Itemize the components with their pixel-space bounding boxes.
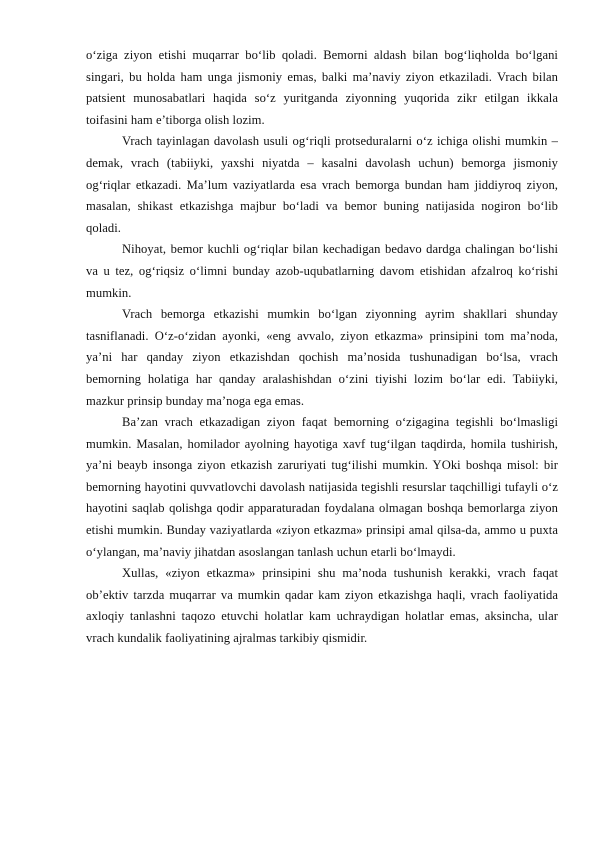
paragraph: Ba’zan vrach etkazadigan ziyon faqat bemorning o‘zigagina tegishli bo‘lmasligi mumkin. Masalan, homilador ayolning hayotiga xavf tug‘ilgan taqdirda, homila tushirish, ya’ni beayb insonga ziyon etkazish zaruriyati tug‘ilishi mumkin. YOki boshqa misol: bir bemorning hayotini quvvatlovchi davolash natijasida tegishli resurslar taqchilligi tufayli o‘z hayotini saqlab qolishga qodir apparaturadan foydalana olmagan boshqa bemorlarga ziyon etishi mumkin. Bunday vaziyatlarda «ziyon etkazma» prinsipi amal qilsa-da, ammo u puxta o‘ylangan, ma’naviy jihatdan asoslangan tanlash uchun etarli bo‘lmaydi. (86, 415, 558, 559)
paragraph: Vrach bemorga etkazishi mumkin bo‘lgan ziyonning ayrim shakllari shunday tasniflanadi. O‘z-o‘zidan ayonki, «eng avvalo, ziyon etkazma» prinsipini tom ma’noda, ya’ni har qanday ziyon etkazishdan qochish ma’nosida tushunadigan bo‘lsa, vrach bemorning holatiga har qanday aralashishdan o‘zini tiyishi lozim bo‘lar edi. Tabiiyki, mazkur prinsip bunday ma’noga ega emas. (86, 307, 558, 408)
paragraph: Nihoyat, bemor kuchli og‘riqlar bilan kechadigan bedavo dardga chalingan bo‘lishi va u tez, og‘riqsiz o‘limni bunday azob-uqubatlarning davom etishidan afzalroq ko‘rishi mumkin. (86, 242, 558, 300)
document-page (86, 45, 558, 650)
paragraph: Xullas, «ziyon etkazma» prinsipini shu ma’noda tushunish kerakki, vrach faqat ob’ektiv tarzda muqarrar va mumkin qadar kam ziyon etkazishga haqli, vrach faoliyatida axloqiy tanlashni taqozo etuvchi holatlar kam uchraydigan holatlar emas, aksincha, ular vrach kundalik faoliyatining ajralmas tarkibiy qismidir. (86, 566, 558, 646)
paragraph-continuation: o‘ziga ziyon etishi muqarrar bo‘lib qoladi. Bemorni aldash bilan bog‘liqholda bo‘lgani singari, bu holda ham unga jismoniy emas, balki ma’naviy ziyon etkaziladi. Vrach bilan patsient munosabatlari haqida so‘z yuritganda ziyonning yuqorida zikr etilgan ikkala toifasini ham e’tiborga olish lozim. (86, 48, 558, 127)
paragraph: Vrach tayinlagan davolash usuli og‘riqli protseduralarni o‘z ichiga olishi mumkin – demak, vrach (tabiiyki, yaxshi niyatda – kasalni davolash uchun) bemorga jismoniy og‘riqlar etkazadi. Ma’lum vaziyatlarda esa vrach bemorga bundan ham jiddiyroq ziyon, masalan, shikast etkazishga majbur bo‘ladi va bemor buning natijasida nogiron bo‘lib qoladi. (86, 134, 558, 235)
